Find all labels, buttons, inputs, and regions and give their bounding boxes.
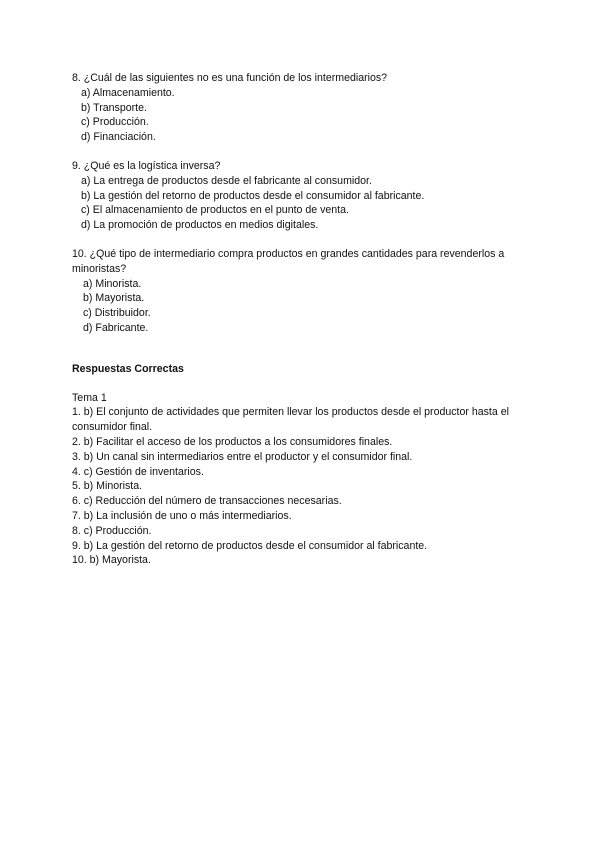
option-a: a) Almacenamiento. [81,86,175,99]
answer-item: 1. b) El conjunto de actividades que permiten llevar los productos desde el productor hasta el consumidor final. [72,406,509,434]
option-d: d) La promoción de productos en medios digitales. [81,219,319,232]
option-c: c) El almacenamiento de productos en el punto de venta. [81,204,349,217]
option-b: b) Mayorista. [83,292,145,305]
answer-list [72,405,534,568]
question-8 [72,71,534,145]
answer-item: 10. b) Mayorista. [72,554,151,567]
answers-heading: Respuestas Correctas [72,362,184,375]
answer-item: 7. b) La inclusión de uno o más intermediarios. [72,509,292,522]
question-text: 10. ¿Qué tipo de intermediario compra productos en grandes cantidades para revenderlos a minoristas? [72,247,505,275]
option-c: c) Producción. [81,116,149,129]
option-a: a) La entrega de productos desde el fabricante al consumidor. [81,174,372,187]
tema-label: Tema 1 [72,391,107,404]
answer-item: 3. b) Un canal sin intermediarios entre el productor y el consumidor final. [72,450,413,463]
option-list [72,174,534,233]
answer-item: 5. b) Minorista. [72,480,143,493]
option-list [72,277,534,336]
option-c: c) Distribuidor. [83,307,151,320]
question-text: 9. ¿Qué es la logística inversa? [72,159,221,172]
option-b: b) Transporte. [81,101,147,114]
answer-item: 4. c) Gestión de inventarios. [72,465,204,478]
option-d: d) Financiación. [81,131,156,144]
question-text: 8. ¿Cuál de las siguientes no es una función de los intermediarios? [72,72,388,84]
answer-item: 9. b) La gestión del retorno de productos desde el consumidor al fabricante. [72,539,428,552]
question-10 [72,247,534,336]
option-b: b) La gestión del retorno de productos desde el consumidor al fabricante. [81,189,425,202]
document-page [72,71,534,568]
answer-item: 2. b) Facilitar el acceso de los productos a los consumidores finales. [72,435,393,448]
answer-item: 8. c) Producción. [72,524,152,537]
question-9 [72,159,534,233]
option-list [72,86,534,145]
option-d: d) Fabricante. [83,321,149,334]
answer-item: 6. c) Reducción del número de transacciones necesarias. [72,495,342,508]
option-a: a) Minorista. [83,277,142,290]
